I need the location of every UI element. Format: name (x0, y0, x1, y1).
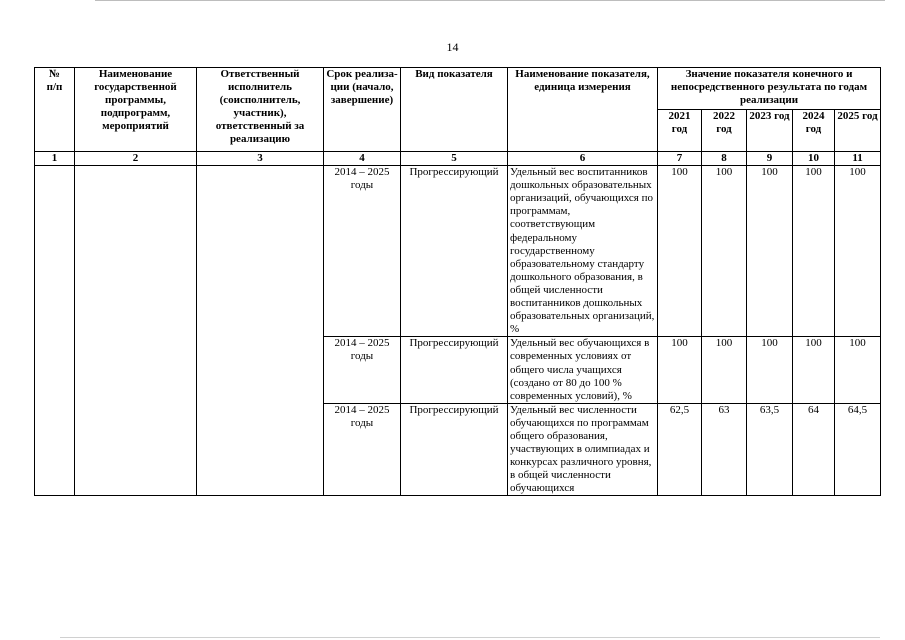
page-number: 14 (446, 40, 459, 54)
header-executor: Ответственный исполнитель (соисполнитель, участник), ответственный за реализацию (197, 68, 324, 152)
value-cell: 100 (793, 166, 835, 337)
column-number: 5 (401, 152, 508, 166)
value-cell: 64,5 (835, 403, 881, 496)
header-indicator-name: Наименование показателя, единица измерения (508, 68, 658, 152)
column-number: 9 (747, 152, 793, 166)
header-values-group: Значение показателя конечного и непосредственного результата по годам реализации (658, 68, 881, 110)
column-number: 7 (658, 152, 702, 166)
value-cell: 64 (793, 403, 835, 496)
column-number: 8 (702, 152, 747, 166)
table-row (35, 166, 881, 337)
value-cell: 100 (835, 337, 881, 403)
header-year: 2021 год (658, 110, 702, 152)
value-cell: 100 (702, 166, 747, 337)
value-cell: 100 (747, 166, 793, 337)
scan-edge-top (95, 0, 885, 1)
column-number: 2 (75, 152, 197, 166)
indicator-name-cell: Удельный вес воспитанников дошкольных образовательных организаций, обучающихся по программам, соответствующим федеральному государственному образовательному стандарту дошкольного образования, в общей численности воспитанников дошкольных образовательных организаций, % (508, 166, 658, 337)
row-number-cell (35, 166, 75, 496)
header-year: 2023 год (747, 110, 793, 152)
value-cell: 100 (658, 166, 702, 337)
executor-cell (197, 166, 324, 496)
value-cell: 63 (702, 403, 747, 496)
indicator-type-cell: Прогрессирующий (401, 166, 508, 337)
indicators-table (34, 67, 881, 496)
value-cell: 100 (658, 337, 702, 403)
column-number: 3 (197, 152, 324, 166)
program-name-cell (75, 166, 197, 496)
value-cell: 100 (835, 166, 881, 337)
column-number: 6 (508, 152, 658, 166)
header-program-name: Наименование государственной программы, подпрограмм, мероприятий (75, 68, 197, 152)
term-cell: 2014 – 2025 годы (324, 166, 401, 337)
column-number: 4 (324, 152, 401, 166)
column-numbers-row (35, 152, 881, 166)
scan-edge-bottom (60, 637, 880, 638)
indicator-type-cell: Прогрессирующий (401, 403, 508, 496)
value-cell: 100 (747, 337, 793, 403)
header-year: 2022 год (702, 110, 747, 152)
value-cell: 100 (793, 337, 835, 403)
column-number: 11 (835, 152, 881, 166)
indicator-name-cell: Удельный вес численности обучающихся по программам общего образования, участвующих в олимпиадах и конкурсах различного уровня, в общей численности обучающихся (508, 403, 658, 496)
header-year: 2024 год (793, 110, 835, 152)
term-cell: 2014 – 2025 годы (324, 403, 401, 496)
header-row-number: № п/п (35, 68, 75, 152)
indicator-name-cell: Удельный вес обучающихся в современных условиях от общего числа учащихся (создано от 80 до 100 % современных условий), % (508, 337, 658, 403)
indicator-type-cell: Прогрессирующий (401, 337, 508, 403)
header-term: Срок реализа-ции (начало, завершение) (324, 68, 401, 152)
value-cell: 100 (702, 337, 747, 403)
header-year: 2025 год (835, 110, 881, 152)
column-number: 1 (35, 152, 75, 166)
column-number: 10 (793, 152, 835, 166)
term-cell: 2014 – 2025 годы (324, 337, 401, 403)
value-cell: 62,5 (658, 403, 702, 496)
header-indicator-type: Вид показателя (401, 68, 508, 152)
value-cell: 63,5 (747, 403, 793, 496)
